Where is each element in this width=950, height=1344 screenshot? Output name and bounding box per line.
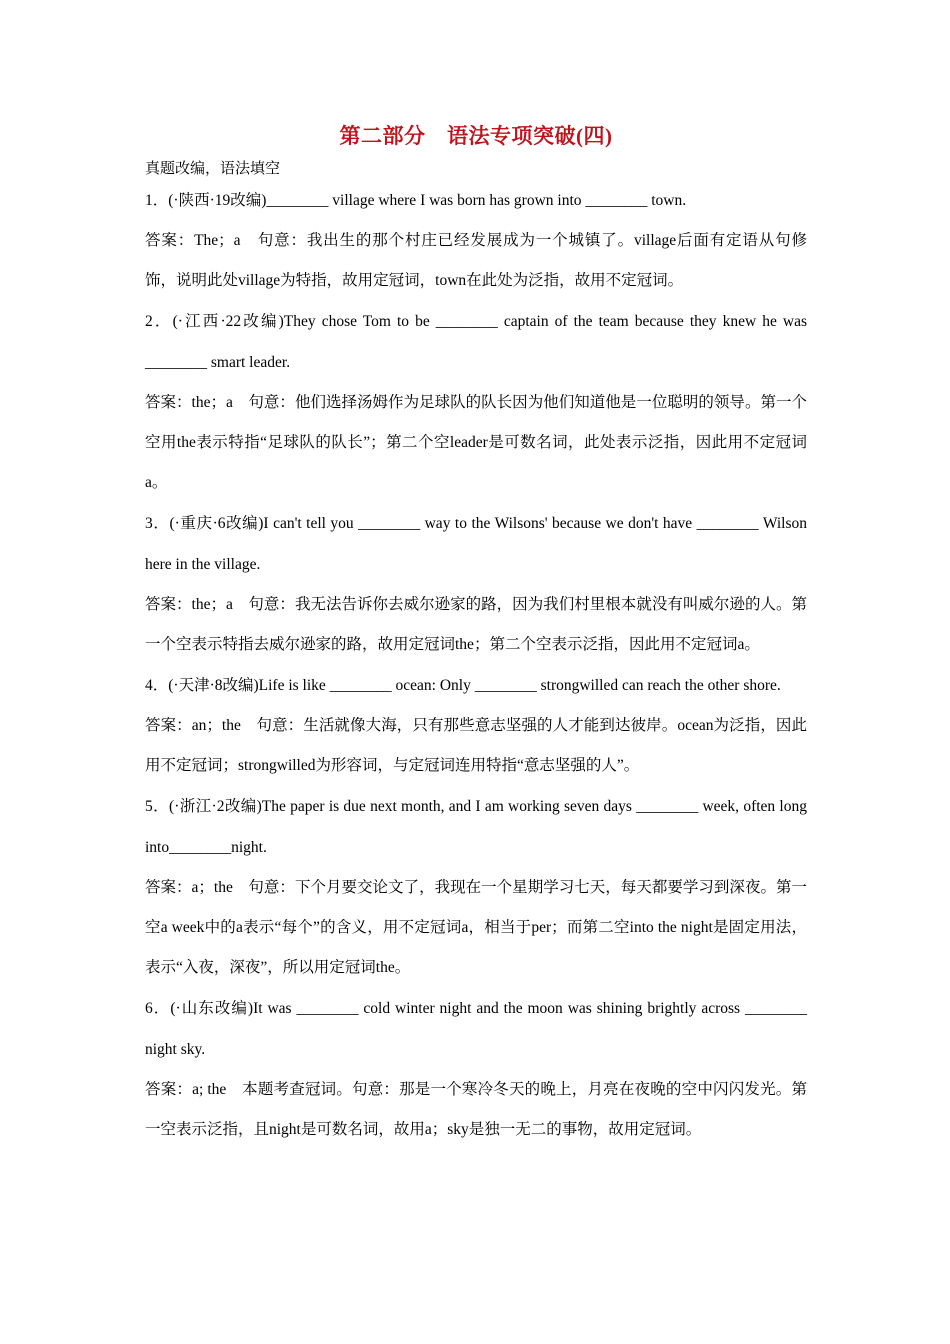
question-text: 2．(·江西·22改编)They chose Tom to be ________ captain of the team because they knew he was ________ smart leader. — [145, 313, 807, 371]
answer-text: 答案：a；the 句意：下个月要交论文了，我现在一个星期学习七天，每天都要学习到深夜。第一空a week中的a表示“每个”的含义，用不定冠词a，相当于per；而第二空into the night是固定用法，表示“入夜，深夜”，所以用定冠词the。 — [145, 879, 807, 976]
answer-text: 答案：a; the 本题考查冠词。句意：那是一个寒冷冬天的晚上，月亮在夜晚的空中闪闪发光。第一空表示泛指，且night是可数名词，故用a；sky是独一无二的事物，故用定冠词。 — [145, 1081, 807, 1138]
question-text: 4．(·天津·8改编)Life is like ________ ocean: Only ________ strongwilled can reach the other shore. — [145, 677, 781, 694]
exercise-item-2 — [145, 301, 807, 503]
question-text: 3．(·重庆·6改编)I can't tell you ________ way to the Wilsons' because we don't have ________ Wilson here in the village. — [145, 515, 807, 573]
page-title: 第二部分 语法专项突破(四) — [339, 124, 613, 148]
answer-text: 答案：an；the 句意：生活就像大海，只有那些意志坚强的人才能到达彼岸。ocean为泛指，因此用不定冠词；strongwilled为形容词，与定冠词连用特指“意志坚强的人”。 — [145, 717, 807, 774]
exercise-item-4 — [145, 665, 807, 786]
answer-text: 答案：The；a 句意：我出生的那个村庄已经发展成为一个城镇了。village后面有定语从句修饰，说明此处village为特指，故用定冠词，town在此处为泛指，故用不定冠词。 — [145, 232, 807, 289]
exercise-item-1 — [145, 180, 807, 301]
answer-text: 答案：the；a 句意：我无法告诉你去威尔逊家的路，因为我们村里根本就没有叫威尔逊的人。第一个空表示特指去威尔逊家的路，故用定冠词the；第二个空表示泛指，因此用不定冠词a。 — [145, 596, 807, 653]
exercise-item-5 — [145, 786, 807, 988]
section-subtitle: 真题改编，语法填空 — [145, 161, 281, 177]
question-text: 5．(·浙江·2改编)The paper is due next month, and I am working seven days ________ week, often long into________night. — [145, 798, 807, 856]
exercise-item-6 — [145, 988, 807, 1150]
document-page — [145, 116, 807, 1150]
exercise-item-3 — [145, 503, 807, 665]
answer-text: 答案：the；a 句意：他们选择汤姆作为足球队的队长因为他们知道他是一位聪明的领导。第一个空用the表示特指“足球队的队长”；第二个空leader是可数名词，此处表示泛指，因此用不定冠词a。 — [145, 394, 807, 491]
question-text: 6．(·山东改编)It was ________ cold winter night and the moon was shining brightly across ________ night sky. — [145, 1000, 807, 1058]
question-text: 1．(·陕西·19改编)________ village where I was born has grown into ________ town. — [145, 192, 687, 209]
